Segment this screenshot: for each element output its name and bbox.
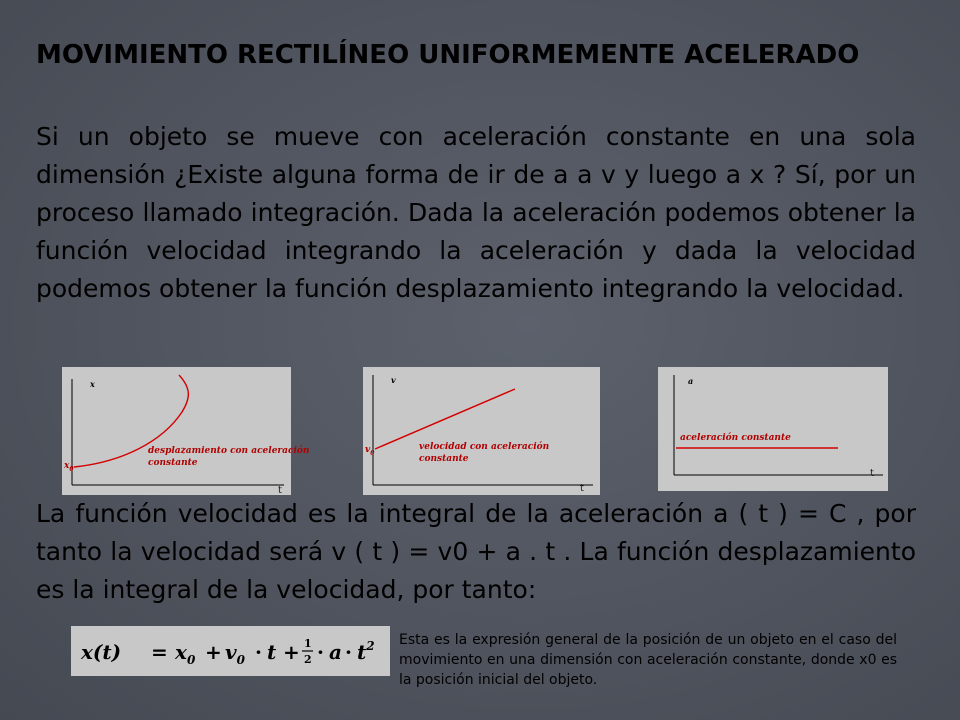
graph2-origin-label: $v_0$ [365,445,375,457]
graph-acceleration [658,367,888,491]
graph2-line [375,389,515,449]
formula-t1: t [267,640,277,664]
formula-dot3: · [345,640,352,664]
graph-displacement [62,367,310,496]
formula-equals: = [151,640,168,664]
graph-velocity [363,367,600,495]
graph2-label-line2: constante [419,454,469,464]
formula-frac-den: 2 [304,653,312,666]
graph3-label: aceleración constante [680,433,791,443]
integration-paragraph: La función velocidad es la integral de la aceleración a ( t ) = C , por tanto la velocidad será v ( t ) = v0 + a . t . La función desplazamiento es la integral de la velocidad, por tanto: [36,499,916,604]
graph2-label-line1: velocidad con aceleración [419,442,550,452]
graph1-label-line2: constante [148,458,198,468]
formula-plus2: + [283,640,300,664]
formula-a: a [329,640,342,664]
formula-x0: $x_0$ [175,640,196,667]
slide-title: MOVIMIENTO RECTILÍNEO UNIFORMEMENTE ACELERADO [36,40,860,70]
formula-v0: $v_0$ [225,640,245,667]
formula-t2: $t^2$ [357,639,375,664]
intro-paragraph: Si un objeto se mueve con aceleración constante en una sola dimensión ¿Existe alguna forma de ir de a a v y luego a x ? Sí, por un proceso llamado integración. Dada la aceleración podemos obtener la función velocidad integrando la aceleración y dada la velocidad podemos obtener la función desplazamiento integrando la velocidad. [36,122,916,303]
formula-dot2: · [317,640,324,664]
formula-plus1: + [205,640,222,664]
formula-frac-num: 1 [304,637,312,650]
graph2-y-axis-label: v [391,375,396,385]
graph3-x-axis-label: t [870,468,874,479]
formula-note: Esta es la expresión general de la posición de un objeto en el caso del movimiento en una dimensión con aceleración constante, donde x0 es la posición inicial del objeto. [399,632,897,688]
formula-dot1: · [255,640,262,664]
graph1-x-axis-label: t [278,485,282,496]
graph1-label-line1: desplazamiento con aceleración [148,446,310,456]
graph1-origin-label: $x_0$ [64,461,74,473]
graph1-y-axis-label: x [90,379,95,389]
graph2-x-axis-label: t [580,483,584,494]
position-formula [71,626,390,676]
graph3-y-axis-label: a [688,376,694,386]
formula-lhs: x(t) [81,640,122,664]
